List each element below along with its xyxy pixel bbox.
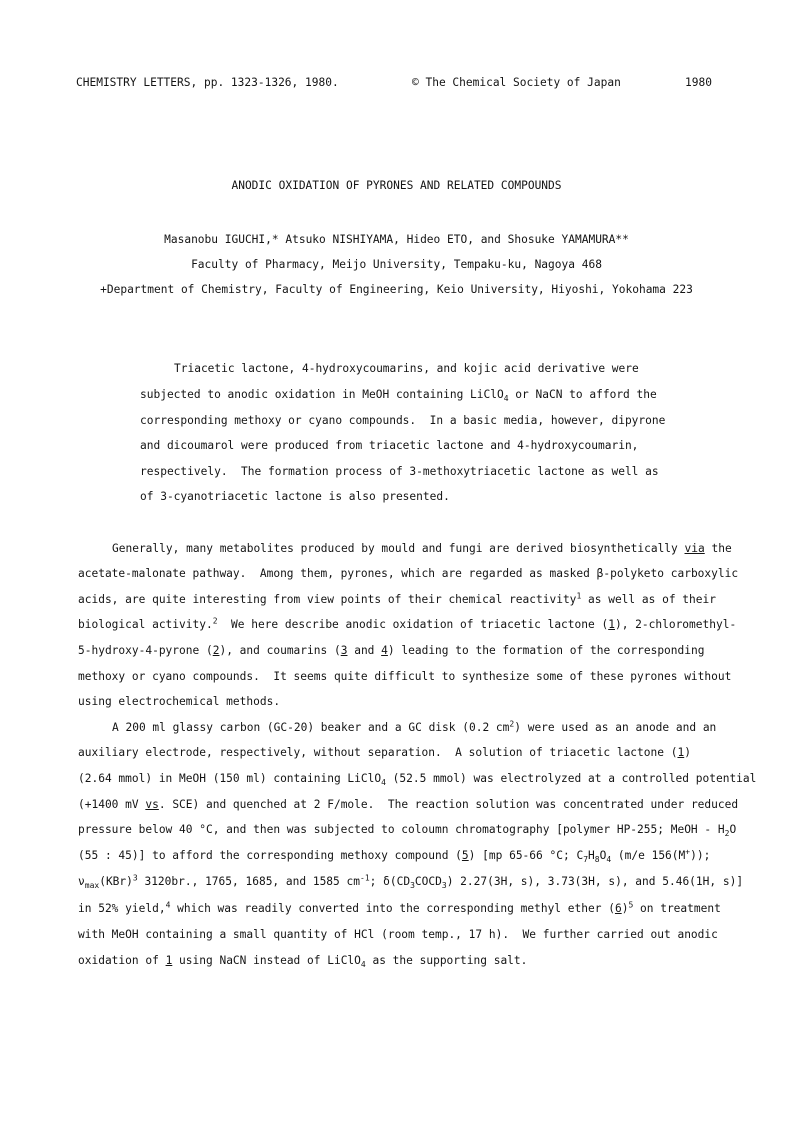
abstract-line: and dicoumarol were produced from triacetic lactone and 4-hydroxycoumarin,	[140, 439, 639, 452]
body-line: acids, are quite interesting from view points of their chemical reactivity$^1$ as well as of their	[78, 591, 716, 606]
abstract-line: corresponding methoxy or cyano compounds. In a basic media, however, dipyrone	[140, 414, 666, 427]
body-line: (55 : 45)] to afford the corresponding methoxy compound (5) [mp 65-66 °C; $C_7H_8O_4$ (m/e 156(M+));	[78, 847, 711, 865]
abstract-line: Triacetic lactone, 4-hydroxycoumarins, and kojic acid derivative were	[174, 362, 639, 375]
author-list: Masanobu IGUCHI,* Atsuko NISHIYAMA, Hideo ETO, and Shosuke YAMAMURA**	[164, 233, 629, 246]
abstract-line: of 3-cyanotriacetic lactone is also presented.	[140, 490, 450, 503]
journal-citation: CHEMISTRY LETTERS, pp. 1323-1326, 1980.	[76, 76, 339, 89]
body-line: A 200 ml glassy carbon (GC-20) beaker and a GC disk (0.2 $cm^2$) were used as an anode and an	[112, 719, 717, 734]
body-line: with MeOH containing a small quantity of HCl (room temp., 17 h). We further carried out anodic	[78, 928, 718, 941]
body-line: (2.64 mmol) in MeOH (150 ml) containing LiClO$_4$ (52.5 mmol) was electrolyzed at a controlled potential	[78, 772, 757, 788]
body-line: auxiliary electrode, respectively, without separation. A solution of triacetic lactone (1)	[78, 746, 691, 759]
body-line: $\nu_{max}(KBr)^3$ 3120br., 1765, 1685, and 1585 $cm^{-1}$; $\delta(CD_3COCD_3)$ 2.27(3H, s), 3.73(3H, s), and 5.46(1H, s)]	[78, 873, 744, 891]
affiliation-2: +Department of Chemistry, Faculty of Engineering, Keio University, Hiyoshi, Yokohama 223	[100, 283, 693, 296]
copyright-notice: © The Chemical Society of Japan	[412, 76, 621, 89]
body-line: pressure below 40 °C, and then was subjected to coloumn chromatography [polymer HP-255; MeOH - $H_2O$	[78, 823, 737, 839]
body-line: Generally, many metabolites produced by mould and fungi are derived biosynthetically via the	[112, 542, 732, 555]
abstract-line: subjected to anodic oxidation in MeOH containing LiClO$_4$ or NaCN to afford the	[140, 388, 657, 404]
affiliation-1: Faculty of Pharmacy, Meijo University, Tempaku-ku, Nagoya 468	[191, 258, 602, 271]
body-line: (+1400 mV vs. SCE) and quenched at 2 F/mole. The reaction solution was concentrated under reduced	[78, 798, 739, 811]
body-line: biological activity.$^2$ We here describe anodic oxidation of triacetic lactone (1), 2-chloromethyl-	[78, 616, 737, 631]
body-line: oxidation of 1 using NaCN instead of LiClO$_4$ as the supporting salt.	[78, 954, 528, 970]
abstract-line: respectively. The formation process of 3-methoxytriacetic lactone as well as	[140, 465, 659, 478]
body-line: in 52% yield,$^4$ which was readily converted into the corresponding methyl ether $(6)^5$ on treatment	[78, 900, 721, 915]
body-line: 5-hydroxy-4-pyrone (2), and coumarins (3 and 4) leading to the formation of the corresponding	[78, 644, 705, 657]
body-line: using electrochemical methods.	[78, 695, 281, 708]
paper-title: ANODIC OXIDATION OF PYRONES AND RELATED COMPOUNDS	[231, 179, 562, 192]
header-year: 1980	[685, 76, 712, 89]
body-line: acetate-malonate pathway. Among them, pyrones, which are regarded as masked β-polyketo carboxylic	[78, 567, 739, 580]
body-line: methoxy or cyano compounds. It seems quite difficult to synthesize some of these pyrones without	[78, 670, 732, 683]
